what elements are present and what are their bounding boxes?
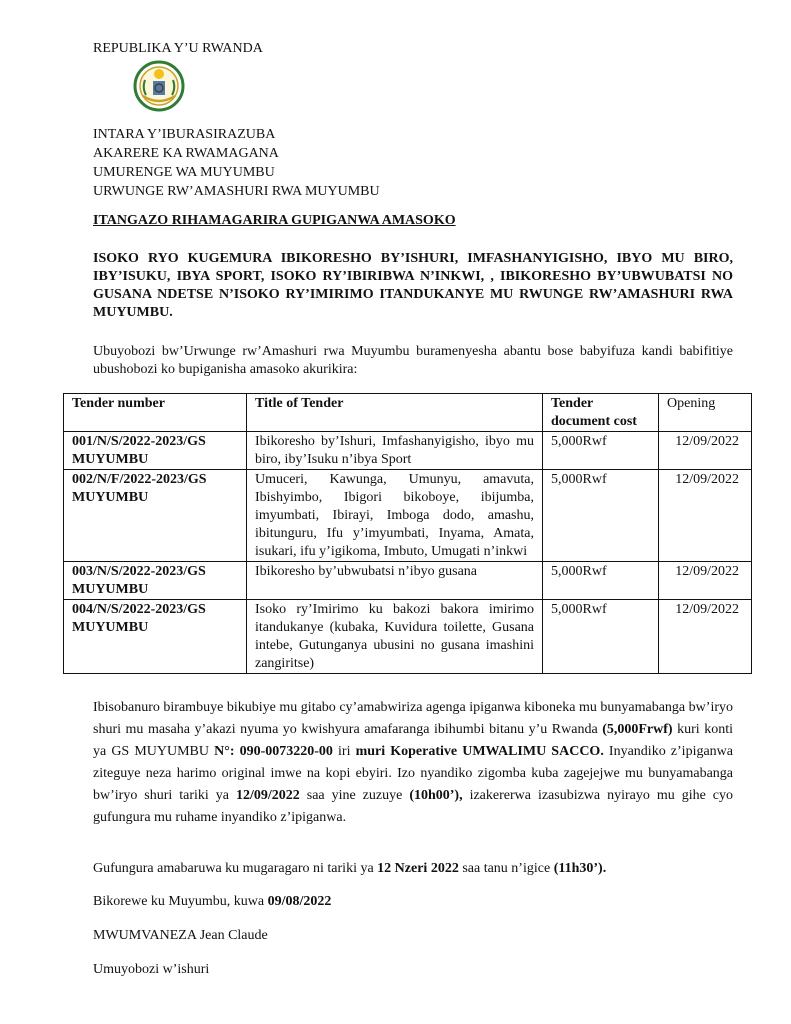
tender-title: Ibikoresho by’Ishuri, Imfashanyigisho, ibyo mu biro, iby’Isuku n’ibya Sport — [247, 432, 543, 470]
tender-cost: 5,000Rwf — [543, 562, 659, 600]
tender-opening: 12/09/2022 — [659, 432, 752, 470]
tender-opening: 12/09/2022 — [659, 562, 752, 600]
tender-number: 002/N/F/2022-2023/GS MUYUMBU — [64, 470, 247, 562]
district-line: AKARERE KA RWAMAGANA — [93, 146, 279, 161]
notice-subject: ISOKO RYO KUGEMURA IBIKORESHO BY’ISHURI, IMFASHANYIGISHO, IBYO MU BIRO, IBY’ISUKU, IBYA SPORT, ISOKO RY’IBIRIBWA N’INKWI, , IBIKORESHO BY’UBWUBATSI NO GUSANA NDETSE N’ISOKO RY’IMIRIMO ITANDUKANYE MU RWUNGE RW’AMASHURI RWA MUYUMBU. — [93, 251, 733, 320]
col-header-opening: Opening — [659, 394, 752, 432]
bank-name: muri Koperative UMWALIMU SACCO. — [355, 744, 604, 759]
table-row — [64, 432, 752, 470]
signatory-role: Umuyobozi w’ishuri — [93, 962, 210, 977]
opening-date: 12 Nzeri 2022 — [377, 861, 459, 876]
tender-title: Isoko ry’Imirimo ku bakozi bakora imirimo itandukanye (kubaka, Kuvidura toilette, Gusana intebe, Gutunganya ubusini no gusana imashini zangiritse) — [247, 600, 543, 674]
signing-date: 09/08/2022 — [267, 894, 332, 909]
tender-title: Umuceri, Kawunga, Umunyu, amavuta, Ibishyimbo, Ibigori bikoboye, ibijumba, imyumbati, Ibirayi, Imboga dodo, amashu, ibitunguru, Ifu y’imyumbati, Inyama, Amata, isukari, ifu y’igikoma, Imbuto, Umugati n’inkwi — [247, 470, 543, 562]
table-row — [64, 562, 752, 600]
details-text-5: saa yine zuzuye — [299, 788, 410, 803]
signatory-name: MWUMVANEZA Jean Claude — [93, 928, 268, 943]
tender-title: Ibikoresho by’ubwubatsi n’ibyo gusana — [247, 562, 543, 600]
sector-line: UMURENGE WA MUYUMBU — [93, 165, 275, 180]
fee-amount: (5,000Frwf) — [602, 722, 673, 737]
deadline-date: 12/09/2022 — [236, 788, 300, 803]
tender-number: 004/N/S/2022-2023/GS MUYUMBU — [64, 600, 247, 674]
tender-table — [63, 393, 752, 674]
table-row — [64, 470, 752, 562]
deadline-time: (10h00’), — [409, 788, 463, 803]
account-number: 090-0073220-00 — [239, 744, 333, 759]
tender-opening: 12/09/2022 — [659, 470, 752, 562]
rwanda-seal-icon — [133, 60, 185, 112]
details-text-3: iri — [332, 744, 356, 759]
col-header-number: Tender number — [64, 394, 247, 432]
school-line: URWUNGE RW’AMASHURI RWA MUYUMBU — [93, 184, 380, 199]
opening-text-1: Gufungura amabaruwa ku mugaragaro ni tariki ya — [93, 861, 378, 876]
tender-cost: 5,000Rwf — [543, 600, 659, 674]
tender-cost: 5,000Rwf — [543, 470, 659, 562]
opening-text-2: saa tanu n’igice — [458, 861, 554, 876]
republic-heading: REPUBLIKA Y’U RWANDA — [93, 41, 263, 56]
tender-number: 001/N/S/2022-2023/GS MUYUMBU — [64, 432, 247, 470]
col-header-cost: Tender document cost — [543, 394, 659, 432]
tender-cost: 5,000Rwf — [543, 432, 659, 470]
col-header-title: Title of Tender — [247, 394, 543, 432]
tender-opening: 12/09/2022 — [659, 600, 752, 674]
place-date-line — [93, 893, 331, 911]
details-text-1: Ibisobanuro birambuye bikubiye mu gitabo cy’amabwiriza agenga ipiganwa kiboneka mu bunyamabanga bw’iryo shuri mu masaha y’akazi nyuma yo kwishyura amafaranga ibihumbi bitanu y’u Rwanda — [93, 700, 733, 737]
details-text-2: kuri konti ya GS MUYUMBU — [93, 722, 733, 759]
province-line: INTARA Y’IBURASIRAZUBA — [93, 127, 276, 142]
details-text-6: izakererwa izasubizwa nyirayo mu gihe cyo gufungura mu ruhame inyandiko z’ipiganwa. — [93, 788, 734, 825]
details-paragraph — [93, 697, 733, 829]
account-number-label: N°: — [214, 744, 240, 759]
place-text: Bikorewe ku Muyumbu, kuwa — [93, 894, 268, 909]
details-text-4: Inyandiko z’ipiganwa ziteguye neza harimo original imwe na kopi ebyiri. Izo nyandiko zigomba kuba zagejejwe mu bunyamabanga bw’iryo shuri tariki ya — [93, 744, 733, 803]
opening-notice — [93, 860, 606, 878]
table-header-row — [64, 394, 752, 432]
tender-number: 003/N/S/2022-2023/GS MUYUMBU — [64, 562, 247, 600]
notice-intro: Ubuyobozi bw’Urwunge rw’Amashuri rwa Muyumbu buramenyesha abantu bose babyifuza kandi babifitiye ubushobozi ko bupiganisha amasoko akurikira: — [93, 344, 733, 377]
opening-time: (11h30’). — [553, 861, 607, 876]
notice-title: ITANGAZO RIHAMAGARIRA GUPIGANWA AMASOKO — [93, 213, 456, 228]
table-row — [64, 600, 752, 674]
